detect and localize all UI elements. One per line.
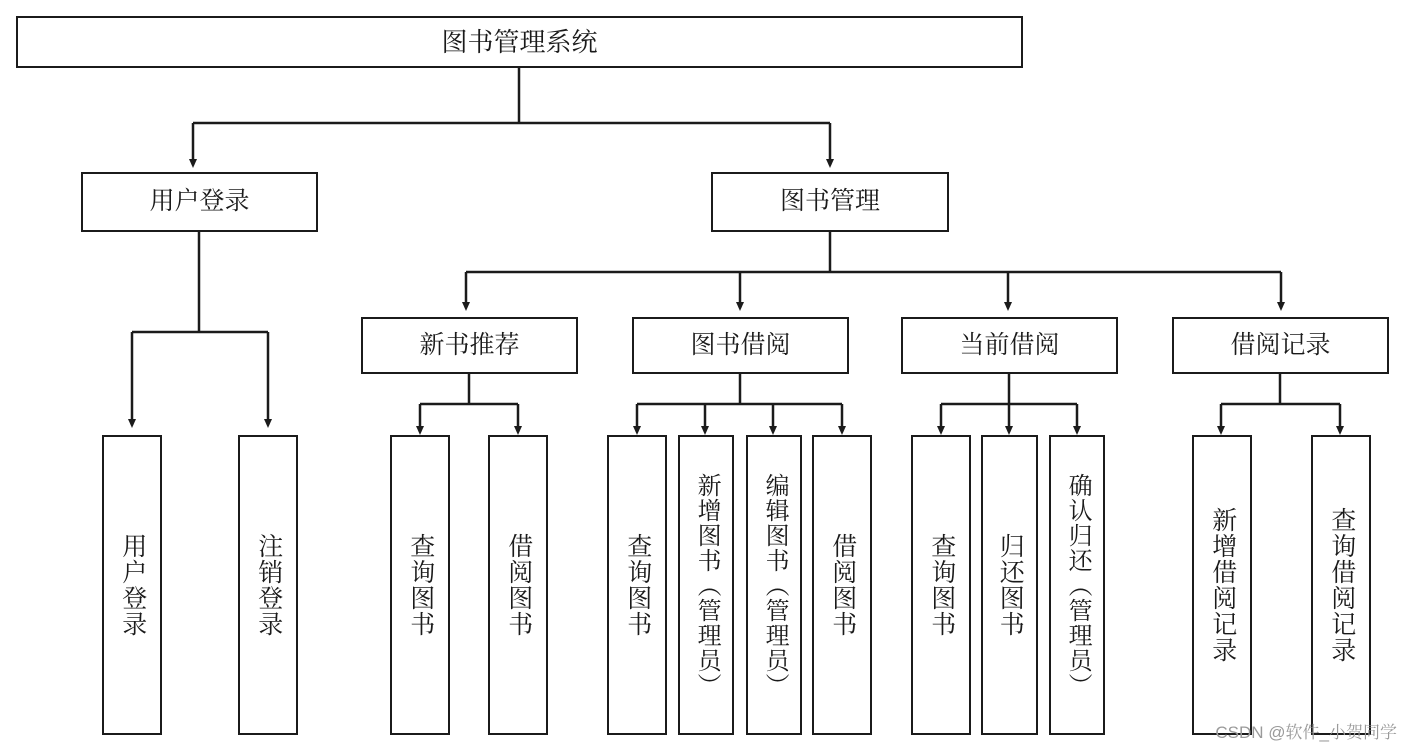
leaf-query-book-3 bbox=[911, 435, 971, 735]
leaf-logout bbox=[238, 435, 298, 735]
node-user-login bbox=[81, 172, 318, 232]
leaf-add-record-label: 新增借阅记录 bbox=[1208, 507, 1237, 663]
node-book-borrow-label: 图书借阅 bbox=[690, 330, 791, 359]
leaf-borrow-book-2 bbox=[812, 435, 872, 735]
leaf-add-book-label: 新增图书（管理员） bbox=[693, 472, 721, 698]
node-book-manage bbox=[711, 172, 949, 232]
leaf-borrow-book-2-label: 借阅图书 bbox=[828, 533, 857, 637]
node-book-borrow bbox=[632, 317, 849, 374]
leaf-query-book-3-label: 查询图书 bbox=[927, 533, 956, 637]
node-root bbox=[16, 16, 1023, 68]
leaf-add-record bbox=[1192, 435, 1252, 735]
leaf-query-book-1-label: 查询图书 bbox=[406, 533, 435, 637]
node-user-login-label: 用户登录 bbox=[149, 187, 250, 216]
leaf-edit-book-label: 编辑图书（管理员） bbox=[761, 472, 789, 698]
leaf-user-login bbox=[102, 435, 162, 735]
node-current-borrow bbox=[901, 317, 1118, 374]
leaf-edit-book bbox=[746, 435, 802, 735]
leaf-logout-label: 注销登录 bbox=[254, 533, 283, 637]
leaf-return-book-label: 归还图书 bbox=[996, 533, 1025, 637]
leaf-confirm-return-label: 确认归还（管理员） bbox=[1064, 472, 1092, 698]
leaf-query-book-2 bbox=[607, 435, 667, 735]
node-borrow-record-label: 借阅记录 bbox=[1230, 330, 1331, 359]
leaf-query-record bbox=[1311, 435, 1371, 735]
node-root-label: 图书管理系统 bbox=[441, 26, 598, 57]
watermark: CSDN @软件_小贺同学 bbox=[1215, 723, 1397, 742]
leaf-add-book bbox=[678, 435, 734, 735]
node-book-manage-label: 图书管理 bbox=[779, 187, 880, 216]
leaf-query-book-1 bbox=[390, 435, 450, 735]
leaf-borrow-book-1-label: 借阅图书 bbox=[504, 533, 533, 637]
leaf-confirm-return bbox=[1049, 435, 1105, 735]
leaf-user-login-label: 用户登录 bbox=[118, 533, 147, 637]
node-current-borrow-label: 当前借阅 bbox=[959, 330, 1060, 359]
leaf-query-book-2-label: 查询图书 bbox=[623, 533, 652, 637]
node-new-book-recommend-label: 新书推荐 bbox=[419, 330, 520, 359]
leaf-borrow-book-1 bbox=[488, 435, 548, 735]
node-new-book-recommend bbox=[361, 317, 578, 374]
leaf-return-book bbox=[981, 435, 1038, 735]
leaf-query-record-label: 查询借阅记录 bbox=[1327, 507, 1356, 663]
node-borrow-record bbox=[1172, 317, 1389, 374]
